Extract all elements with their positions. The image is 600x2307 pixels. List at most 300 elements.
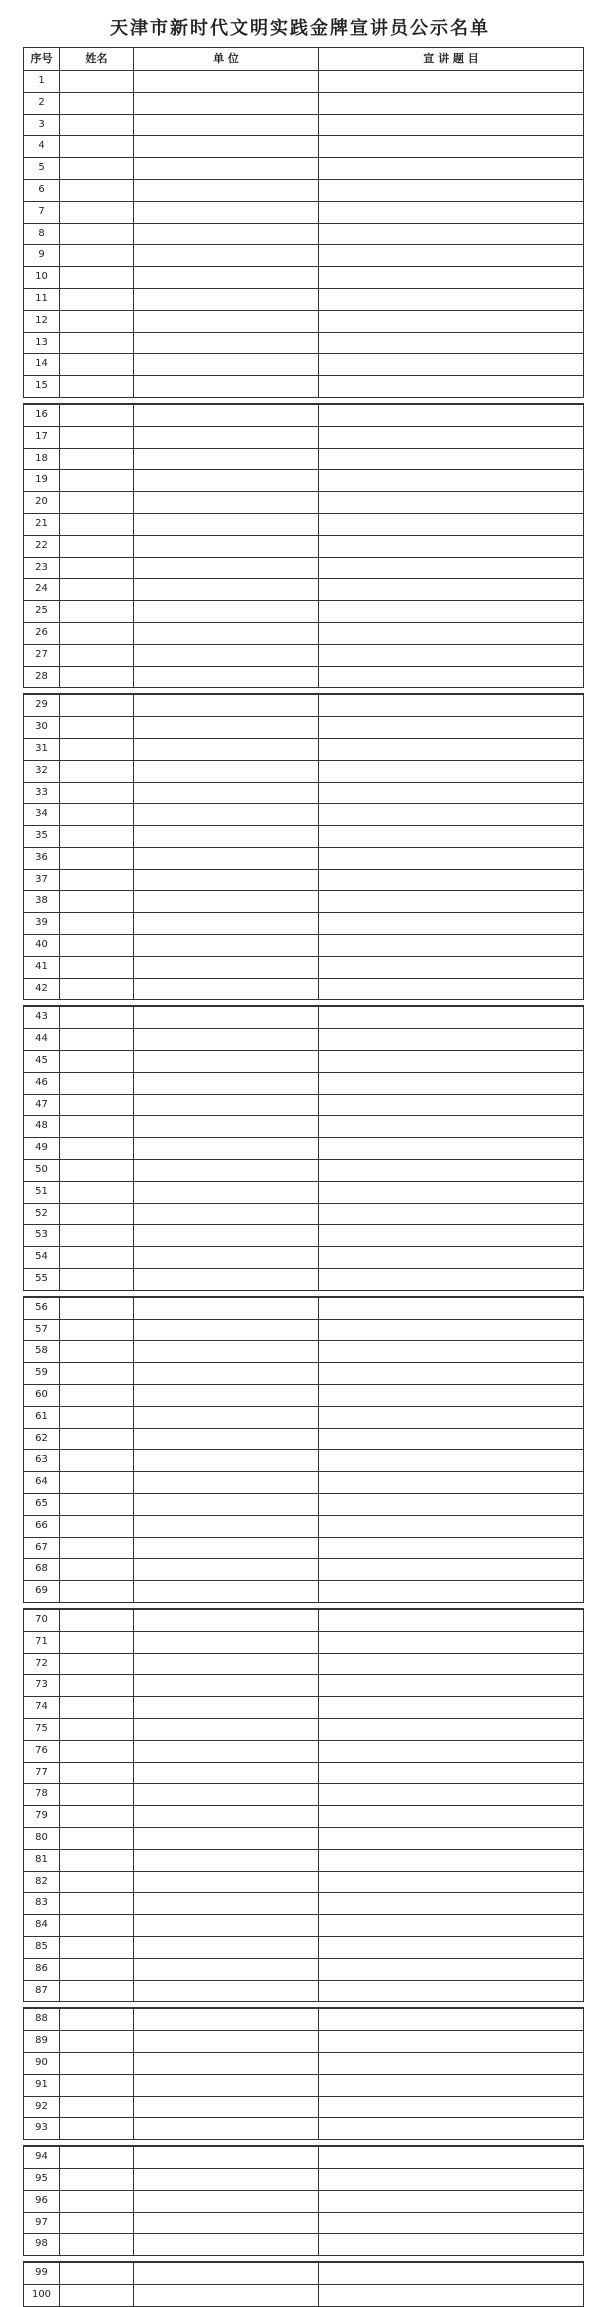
cell-unit xyxy=(134,1958,319,1980)
cell-name xyxy=(60,2146,134,2168)
cell-topic xyxy=(319,978,584,1000)
cell-unit xyxy=(134,2168,319,2190)
cell-unit xyxy=(134,1631,319,1653)
cell-unit xyxy=(134,1980,319,2002)
table-row xyxy=(24,535,584,557)
table-row xyxy=(24,1006,584,1028)
cell-num: 56 xyxy=(24,1297,60,1319)
cell-name xyxy=(60,1871,134,1893)
cell-num: 49 xyxy=(24,1138,60,1160)
cell-num: 50 xyxy=(24,1160,60,1182)
cell-name xyxy=(60,1762,134,1784)
cell-num: 47 xyxy=(24,1094,60,1116)
table-row xyxy=(24,760,584,782)
table-row xyxy=(24,1203,584,1225)
cell-name xyxy=(60,826,134,848)
cell-topic xyxy=(319,288,584,310)
cell-topic xyxy=(319,136,584,158)
cell-topic xyxy=(319,2096,584,2118)
cell-name xyxy=(60,332,134,354)
cell-unit xyxy=(134,1740,319,1762)
cell-topic xyxy=(319,1806,584,1828)
cell-unit xyxy=(134,1849,319,1871)
cell-num: 55 xyxy=(24,1269,60,1291)
cell-num: 69 xyxy=(24,1581,60,1603)
cell-num: 93 xyxy=(24,2118,60,2140)
cell-num: 59 xyxy=(24,1363,60,1385)
cell-num: 86 xyxy=(24,1958,60,1980)
cell-num: 77 xyxy=(24,1762,60,1784)
cell-topic xyxy=(319,1006,584,1028)
table-row xyxy=(24,1029,584,1051)
table-row xyxy=(24,1138,584,1160)
cell-topic xyxy=(319,869,584,891)
cell-num: 95 xyxy=(24,2168,60,2190)
cell-name xyxy=(60,1160,134,1182)
cell-unit xyxy=(134,1472,319,1494)
cell-topic xyxy=(319,470,584,492)
table-row xyxy=(24,114,584,136)
cell-unit xyxy=(134,2212,319,2234)
cell-unit xyxy=(134,1319,319,1341)
cell-num: 76 xyxy=(24,1740,60,1762)
cell-topic xyxy=(319,579,584,601)
cell-topic xyxy=(319,1138,584,1160)
table-row xyxy=(24,1631,584,1653)
cell-name xyxy=(60,376,134,398)
cell-unit xyxy=(134,2284,319,2306)
cell-num: 35 xyxy=(24,826,60,848)
cell-topic xyxy=(319,1675,584,1697)
cell-name xyxy=(60,201,134,223)
cell-num: 71 xyxy=(24,1631,60,1653)
table-row xyxy=(24,804,584,826)
cell-name xyxy=(60,1472,134,1494)
table-row xyxy=(24,2052,584,2074)
table-row xyxy=(24,1406,584,1428)
cell-topic xyxy=(319,1247,584,1269)
cell-name xyxy=(60,1203,134,1225)
table-row xyxy=(24,1936,584,1958)
cell-unit xyxy=(134,557,319,579)
cell-num: 57 xyxy=(24,1319,60,1341)
cell-name xyxy=(60,1006,134,1028)
cell-topic xyxy=(319,1581,584,1603)
cell-num: 36 xyxy=(24,847,60,869)
table-row xyxy=(24,288,584,310)
cell-num: 7 xyxy=(24,201,60,223)
cell-unit xyxy=(134,1160,319,1182)
cell-topic xyxy=(319,804,584,826)
cell-num: 92 xyxy=(24,2096,60,2118)
cell-name xyxy=(60,223,134,245)
table-row xyxy=(24,1675,584,1697)
cell-topic xyxy=(319,913,584,935)
cell-unit xyxy=(134,1116,319,1138)
cell-name xyxy=(60,1806,134,1828)
cell-name xyxy=(60,1740,134,1762)
cell-unit xyxy=(134,935,319,957)
cell-topic xyxy=(319,2031,584,2053)
table-row xyxy=(24,1181,584,1203)
cell-num: 25 xyxy=(24,601,60,623)
cell-name xyxy=(60,1385,134,1407)
cell-topic xyxy=(319,310,584,332)
cell-name xyxy=(60,1537,134,1559)
table-row xyxy=(24,1559,584,1581)
table-row xyxy=(24,2074,584,2096)
cell-num: 26 xyxy=(24,622,60,644)
table-row xyxy=(24,891,584,913)
table-row xyxy=(24,1116,584,1138)
cell-name xyxy=(60,1653,134,1675)
cell-unit xyxy=(134,1537,319,1559)
cell-num: 5 xyxy=(24,158,60,180)
cell-topic xyxy=(319,1072,584,1094)
cell-unit xyxy=(134,1181,319,1203)
table-row xyxy=(24,935,584,957)
cell-unit xyxy=(134,1581,319,1603)
cell-unit xyxy=(134,601,319,623)
cell-unit xyxy=(134,223,319,245)
cell-topic xyxy=(319,1697,584,1719)
cell-name xyxy=(60,267,134,289)
cell-num: 51 xyxy=(24,1181,60,1203)
cell-name xyxy=(60,2284,134,2306)
cell-name xyxy=(60,601,134,623)
cell-name xyxy=(60,288,134,310)
cell-name xyxy=(60,1247,134,1269)
cell-name xyxy=(60,1225,134,1247)
cell-unit xyxy=(134,1406,319,1428)
table-row xyxy=(24,92,584,114)
cell-name xyxy=(60,935,134,957)
cell-unit xyxy=(134,1559,319,1581)
cell-num: 2 xyxy=(24,92,60,114)
cell-topic xyxy=(319,666,584,688)
table-row xyxy=(24,2146,584,2168)
cell-topic xyxy=(319,448,584,470)
cell-name xyxy=(60,448,134,470)
cell-num: 37 xyxy=(24,869,60,891)
cell-topic xyxy=(319,114,584,136)
cell-name xyxy=(60,1029,134,1051)
cell-unit xyxy=(134,760,319,782)
cell-num: 89 xyxy=(24,2031,60,2053)
cell-unit xyxy=(134,804,319,826)
document-title: 天津市新时代文明实践金牌宣讲员公示名单 xyxy=(110,18,490,39)
table-row xyxy=(24,1537,584,1559)
header-unit: 单 位 xyxy=(134,48,319,71)
table-row xyxy=(24,1653,584,1675)
cell-name xyxy=(60,1341,134,1363)
cell-name xyxy=(60,1631,134,1653)
cell-topic xyxy=(319,2168,584,2190)
table-row xyxy=(24,1225,584,1247)
cell-unit xyxy=(134,470,319,492)
table-row xyxy=(24,1980,584,2002)
cell-topic xyxy=(319,622,584,644)
cell-topic xyxy=(319,1893,584,1915)
table-row xyxy=(24,158,584,180)
cell-topic xyxy=(319,1297,584,1319)
cell-name xyxy=(60,913,134,935)
cell-unit xyxy=(134,114,319,136)
table-row xyxy=(24,1363,584,1385)
cell-name xyxy=(60,492,134,514)
cell-unit xyxy=(134,332,319,354)
cell-unit xyxy=(134,448,319,470)
cell-name xyxy=(60,1319,134,1341)
cell-unit xyxy=(134,71,319,93)
cell-name xyxy=(60,1363,134,1385)
cell-name xyxy=(60,1181,134,1203)
table-row xyxy=(24,1871,584,1893)
cell-unit xyxy=(134,694,319,716)
cell-topic xyxy=(319,1363,584,1385)
cell-unit xyxy=(134,738,319,760)
cell-num: 33 xyxy=(24,782,60,804)
cell-topic xyxy=(319,245,584,267)
cell-name xyxy=(60,535,134,557)
cell-topic xyxy=(319,1718,584,1740)
cell-num: 27 xyxy=(24,644,60,666)
cell-topic xyxy=(319,826,584,848)
cell-name xyxy=(60,179,134,201)
table-row xyxy=(24,2096,584,2118)
cell-unit xyxy=(134,891,319,913)
roster-table xyxy=(23,47,584,2307)
table-row xyxy=(24,847,584,869)
cell-topic xyxy=(319,1385,584,1407)
cell-unit xyxy=(134,2146,319,2168)
table-row xyxy=(24,1094,584,1116)
table-row xyxy=(24,1247,584,1269)
cell-topic xyxy=(319,1472,584,1494)
cell-num: 100 xyxy=(24,2284,60,2306)
cell-num: 15 xyxy=(24,376,60,398)
table-row xyxy=(24,1472,584,1494)
cell-unit xyxy=(134,1609,319,1631)
table-row xyxy=(24,426,584,448)
cell-topic xyxy=(319,760,584,782)
cell-topic xyxy=(319,1515,584,1537)
cell-name xyxy=(60,869,134,891)
cell-name xyxy=(60,513,134,535)
cell-topic xyxy=(319,332,584,354)
cell-num: 23 xyxy=(24,557,60,579)
cell-name xyxy=(60,738,134,760)
cell-num: 45 xyxy=(24,1051,60,1073)
cell-topic xyxy=(319,956,584,978)
cell-unit xyxy=(134,1269,319,1291)
cell-name xyxy=(60,1494,134,1516)
cell-topic xyxy=(319,694,584,716)
cell-unit xyxy=(134,1806,319,1828)
cell-unit xyxy=(134,1827,319,1849)
cell-num: 79 xyxy=(24,1806,60,1828)
cell-name xyxy=(60,245,134,267)
cell-unit xyxy=(134,666,319,688)
cell-num: 84 xyxy=(24,1915,60,1937)
cell-unit xyxy=(134,2234,319,2256)
cell-unit xyxy=(134,2074,319,2096)
roster-body xyxy=(24,71,584,2307)
cell-unit xyxy=(134,644,319,666)
table-row xyxy=(24,376,584,398)
cell-name xyxy=(60,426,134,448)
cell-num: 88 xyxy=(24,2008,60,2030)
cell-num: 96 xyxy=(24,2190,60,2212)
table-row xyxy=(24,1893,584,1915)
cell-unit xyxy=(134,1494,319,1516)
cell-num: 28 xyxy=(24,666,60,688)
cell-topic xyxy=(319,1740,584,1762)
cell-topic xyxy=(319,2074,584,2096)
cell-name xyxy=(60,804,134,826)
cell-num: 85 xyxy=(24,1936,60,1958)
cell-num: 90 xyxy=(24,2052,60,2074)
cell-name xyxy=(60,891,134,913)
cell-topic xyxy=(319,1341,584,1363)
cell-num: 8 xyxy=(24,223,60,245)
cell-unit xyxy=(134,1915,319,1937)
cell-name xyxy=(60,354,134,376)
cell-topic xyxy=(319,1269,584,1291)
cell-num: 19 xyxy=(24,470,60,492)
cell-num: 54 xyxy=(24,1247,60,1269)
cell-name xyxy=(60,2212,134,2234)
cell-name xyxy=(60,782,134,804)
cell-topic xyxy=(319,1784,584,1806)
table-row xyxy=(24,2031,584,2053)
cell-unit xyxy=(134,426,319,448)
cell-topic xyxy=(319,1827,584,1849)
cell-name xyxy=(60,2074,134,2096)
cell-name xyxy=(60,1915,134,1937)
cell-topic xyxy=(319,601,584,623)
cell-num: 72 xyxy=(24,1653,60,1675)
cell-num: 6 xyxy=(24,179,60,201)
cell-unit xyxy=(134,913,319,935)
cell-num: 97 xyxy=(24,2212,60,2234)
cell-topic xyxy=(319,738,584,760)
cell-num: 63 xyxy=(24,1450,60,1472)
cell-num: 34 xyxy=(24,804,60,826)
cell-unit xyxy=(134,1029,319,1051)
cell-topic xyxy=(319,782,584,804)
cell-topic xyxy=(319,2284,584,2306)
cell-name xyxy=(60,2262,134,2284)
table-row xyxy=(24,978,584,1000)
cell-name xyxy=(60,1559,134,1581)
cell-unit xyxy=(134,201,319,223)
cell-name xyxy=(60,1138,134,1160)
cell-topic xyxy=(319,1494,584,1516)
cell-topic xyxy=(319,223,584,245)
cell-unit xyxy=(134,376,319,398)
cell-name xyxy=(60,2190,134,2212)
table-row xyxy=(24,1160,584,1182)
cell-unit xyxy=(134,1072,319,1094)
cell-num: 43 xyxy=(24,1006,60,1028)
table-row xyxy=(24,354,584,376)
cell-name xyxy=(60,71,134,93)
table-row xyxy=(24,2234,584,2256)
cell-name xyxy=(60,1675,134,1697)
cell-topic xyxy=(319,2262,584,2284)
cell-name xyxy=(60,310,134,332)
cell-unit xyxy=(134,1297,319,1319)
table-header-row xyxy=(24,48,584,71)
cell-name xyxy=(60,644,134,666)
cell-unit xyxy=(134,1718,319,1740)
cell-name xyxy=(60,1827,134,1849)
cell-name xyxy=(60,2008,134,2030)
cell-topic xyxy=(319,2052,584,2074)
cell-topic xyxy=(319,1029,584,1051)
cell-unit xyxy=(134,404,319,426)
table-row xyxy=(24,869,584,891)
cell-topic xyxy=(319,1849,584,1871)
cell-num: 4 xyxy=(24,136,60,158)
cell-name xyxy=(60,1515,134,1537)
cell-unit xyxy=(134,310,319,332)
cell-unit xyxy=(134,978,319,1000)
cell-unit xyxy=(134,622,319,644)
cell-unit xyxy=(134,1363,319,1385)
cell-num: 58 xyxy=(24,1341,60,1363)
cell-unit xyxy=(134,1893,319,1915)
table-row xyxy=(24,1297,584,1319)
cell-name xyxy=(60,1958,134,1980)
cell-topic xyxy=(319,644,584,666)
cell-num: 22 xyxy=(24,535,60,557)
table-row xyxy=(24,622,584,644)
cell-unit xyxy=(134,1871,319,1893)
cell-num: 68 xyxy=(24,1559,60,1581)
cell-unit xyxy=(134,1385,319,1407)
cell-unit xyxy=(134,535,319,557)
cell-topic xyxy=(319,158,584,180)
table-row xyxy=(24,470,584,492)
table-row xyxy=(24,1319,584,1341)
cell-unit xyxy=(134,956,319,978)
table-row xyxy=(24,782,584,804)
cell-unit xyxy=(134,1675,319,1697)
cell-unit xyxy=(134,1051,319,1073)
cell-num: 83 xyxy=(24,1893,60,1915)
cell-unit xyxy=(134,826,319,848)
table-row xyxy=(24,2190,584,2212)
cell-unit xyxy=(134,1784,319,1806)
cell-unit xyxy=(134,1450,319,1472)
table-row xyxy=(24,1450,584,1472)
cell-name xyxy=(60,1697,134,1719)
table-row xyxy=(24,717,584,739)
cell-num: 62 xyxy=(24,1428,60,1450)
cell-num: 30 xyxy=(24,717,60,739)
cell-name xyxy=(60,1893,134,1915)
header-name: 姓名 xyxy=(60,48,134,71)
table-row xyxy=(24,223,584,245)
cell-unit xyxy=(134,136,319,158)
cell-name xyxy=(60,1094,134,1116)
cell-num: 17 xyxy=(24,426,60,448)
cell-topic xyxy=(319,1936,584,1958)
cell-name xyxy=(60,1849,134,1871)
cell-topic xyxy=(319,1319,584,1341)
